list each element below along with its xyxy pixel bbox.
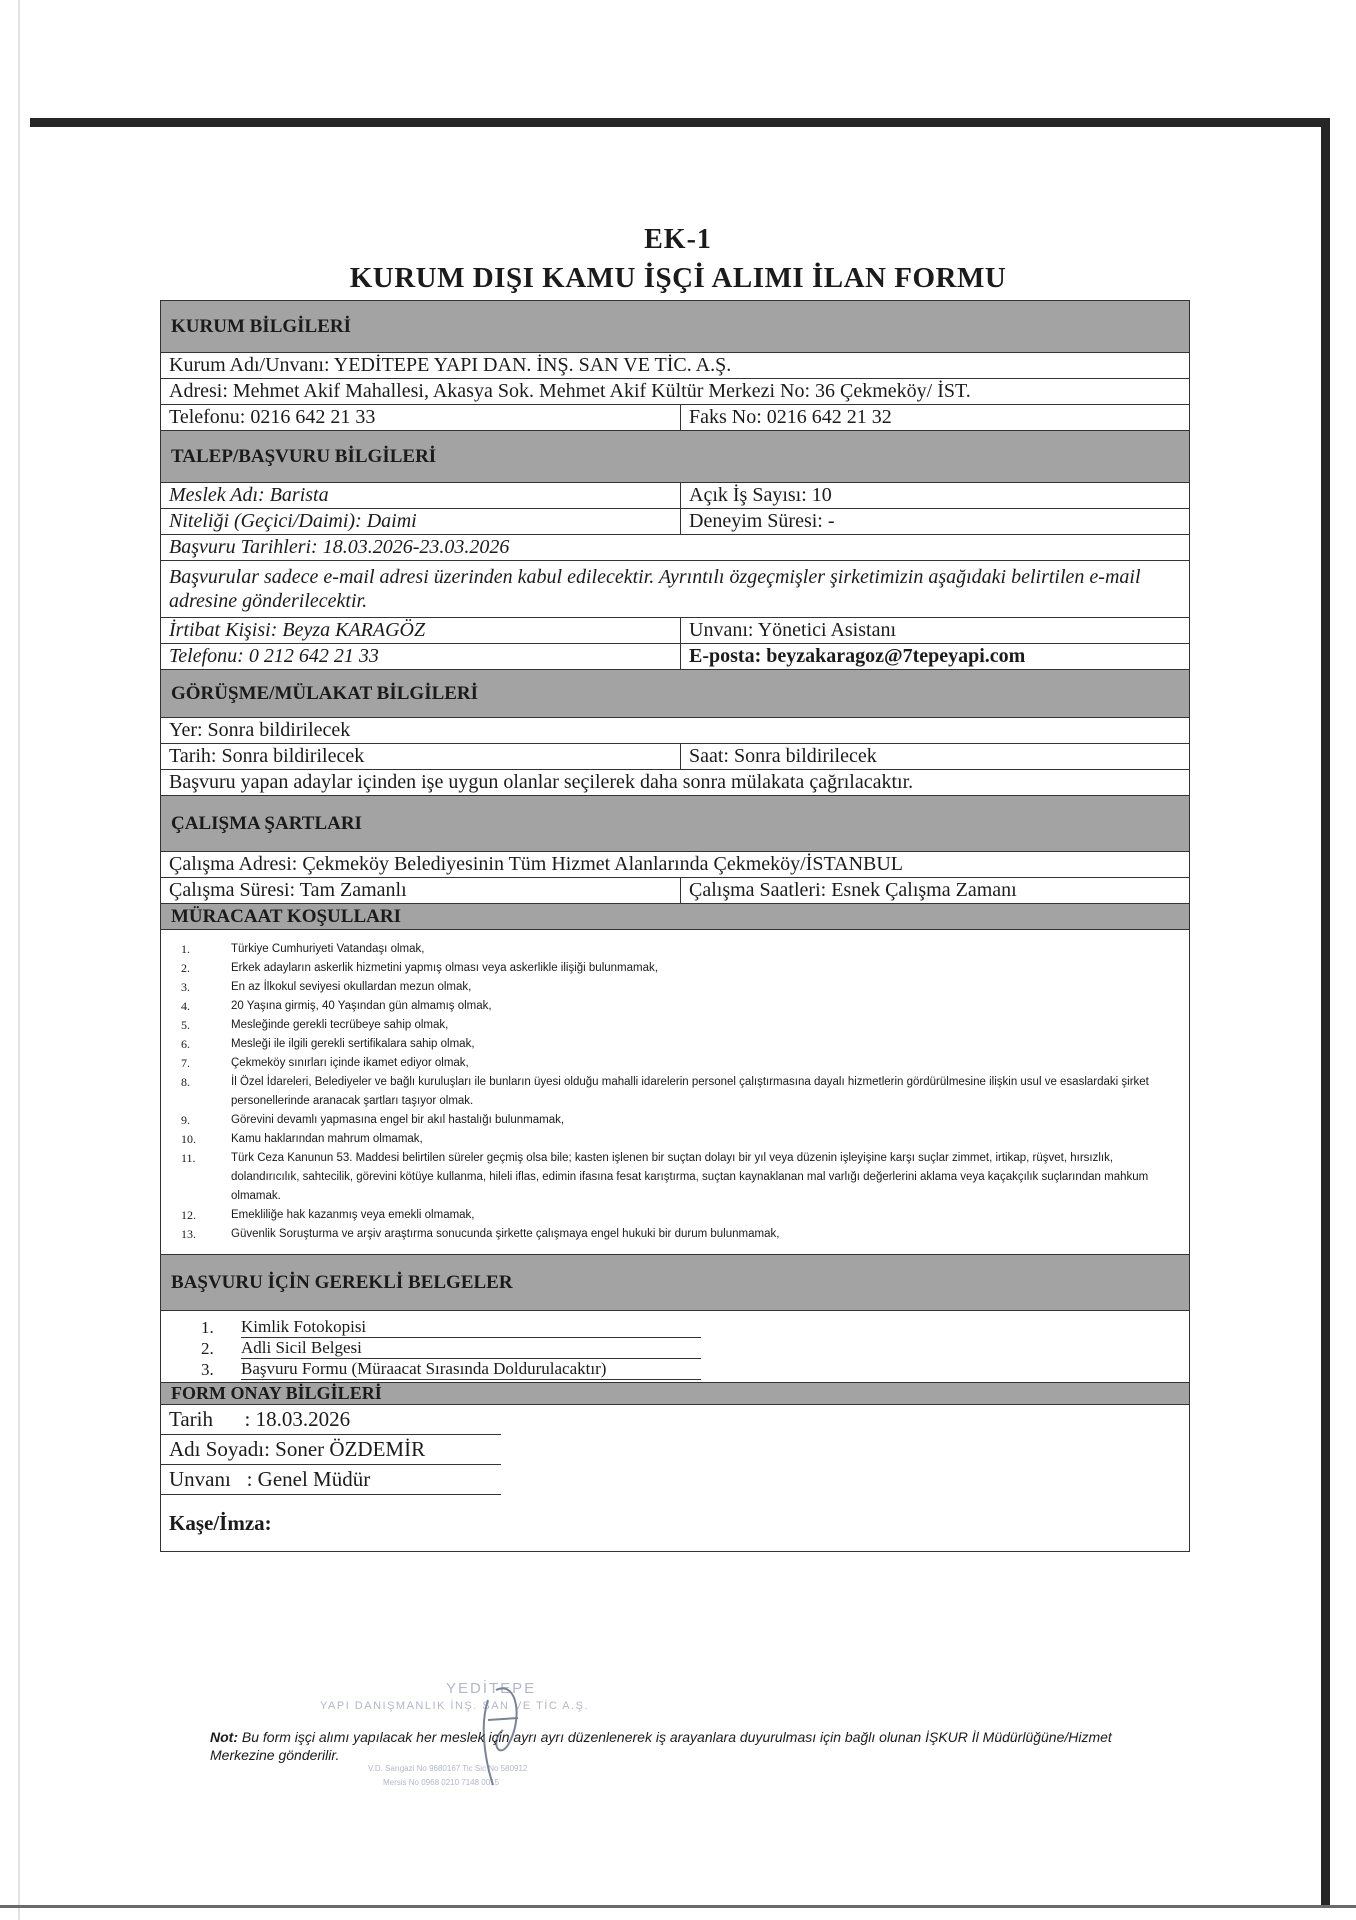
section-belgeler: BAŞVURU İÇİN GEREKLİ BELGELER (161, 1255, 1189, 1311)
document-number: 3. (201, 1359, 214, 1379)
application-note: Başvurular sadece e-mail adresi üzerinden kabul edilecektir. Ayrıntılı özgeçmişler şirketimizin aşağıdaki belirtilen e-mail adresine gönderilecektir. (169, 566, 1141, 612)
condition-text: Mesleği ile ilgili gerekli sertifikalara sahip olmak, (231, 1038, 475, 1050)
row-nature (161, 509, 1189, 535)
row-profession (161, 483, 1189, 509)
row-kurum-address (161, 379, 1189, 405)
document-number: 2. (201, 1338, 214, 1358)
section-onay: FORM ONAY BİLGİLERİ (161, 1383, 1189, 1405)
condition-item (181, 940, 1159, 959)
condition-number: 7. (181, 1056, 190, 1070)
approval-name: Adı Soyadı: Soner ÖZDEMİR (169, 1437, 426, 1461)
scan-border-top (30, 118, 1330, 127)
application-dates: Başvuru Tarihleri: 18.03.2026-23.03.2026 (169, 536, 510, 558)
announcement-form (160, 300, 1190, 1552)
condition-number: 6. (181, 1037, 190, 1051)
row-interview-date (161, 744, 1189, 770)
section-gorusme: GÖRÜŞME/MÜLAKAT BİLGİLERİ (161, 670, 1189, 718)
document-text: Başvuru Formu (Müraacat Sırasında Doldurulacaktır) (241, 1359, 701, 1380)
condition-item (181, 997, 1159, 1016)
stamp-line-3: V.D. Sarıgazi No 9680167 Tic Sic No 580912 (368, 1764, 528, 1773)
scan-border-bottom (0, 1905, 1356, 1908)
row-contact-phone (161, 644, 1189, 670)
section-muracaat: MÜRACAAT KOŞULLARI (161, 904, 1189, 930)
condition-number: 11. (181, 1151, 196, 1165)
condition-item (181, 959, 1159, 978)
condition-number: 5. (181, 1018, 190, 1032)
kurum-address: Adresi: Mehmet Akif Mahallesi, Akasya Sok. Mehmet Akif Kültür Merkezi No: 36 Çekmeköy/ İST. (169, 380, 971, 402)
kurum-fax: Faks No: 0216 642 21 32 (689, 406, 892, 428)
interview-date: Tarih: Sonra bildirilecek (161, 744, 681, 769)
conditions-list (161, 940, 1189, 1244)
document-item (201, 1317, 1189, 1338)
row-interview-note (161, 770, 1189, 796)
condition-text: Türkiye Cumhuriyeti Vatandaşı olmak, (231, 943, 425, 955)
interview-note: Başvuru yapan adaylar içinden işe uygun olanlar seçilerek daha sonra mülakata çağrılacaktır. (169, 771, 914, 793)
condition-text: Erkek adayların askerlik hizmetini yapmış olması veya askerlikle ilişiği bulunmamak, (231, 962, 658, 974)
experience: Deneyim Süresi: - (689, 510, 835, 532)
document-number: 1. (201, 1317, 214, 1337)
row-work-address (161, 852, 1189, 878)
condition-text: Çekmeköy sınırları içinde ikamet ediyor olmak, (231, 1057, 469, 1069)
work-duration: Çalışma Süresi: Tam Zamanlı (161, 878, 681, 903)
condition-item (181, 1130, 1159, 1149)
approval-sign-label: Kaşe/İmza: (169, 1510, 272, 1535)
condition-text: Kamu haklarından mahrum olmamak, (231, 1133, 423, 1145)
condition-number: 3. (181, 980, 190, 994)
nature: Niteliği (Geçici/Daimi): Daimi (161, 509, 681, 534)
kurum-name: Kurum Adı/Unvanı: YEDİTEPE YAPI DAN. İNŞ. SAN VE TİC. A.Ş. (169, 354, 732, 376)
condition-text: Emekliliğe hak kazanmış veya emekli olmamak, (231, 1209, 475, 1221)
condition-item (181, 1054, 1159, 1073)
condition-number: 8. (181, 1075, 190, 1089)
condition-text: En az İlkokul seviyesi okullardan mezun olmak, (231, 981, 472, 993)
row-work-duration (161, 878, 1189, 904)
kurum-phone: Telefonu: 0216 642 21 33 (161, 405, 681, 430)
conditions-block (161, 940, 1189, 1255)
work-hours: Çalışma Saatleri: Esnek Çalışma Zamanı (689, 879, 1017, 901)
section-kurum: KURUM BİLGİLERİ (161, 301, 1189, 353)
footer-note (210, 1728, 1170, 1764)
condition-number: 4. (181, 999, 190, 1013)
condition-text: İl Özel İdareleri, Belediyeler ve bağlı kuruluşları ile bunların üyesi olduğu mahalli idarelerin personel çalıştırmasına dayalı hizmetlerin gördürülmesine ilişkin usul ve esaslardaki şirket personellerinde aranacak şartları taşıyor olmak. (231, 1076, 1149, 1107)
condition-text: Mesleğinde gerekli tecrübeye sahip olmak, (231, 1019, 449, 1031)
document-item (201, 1359, 1189, 1380)
condition-number: 2. (181, 961, 190, 975)
note-text: Bu form işçi alımı yapılacak her meslek için ayrı ayrı düzenlenerek iş arayanlara duyurulması için bağlı olunan İŞKUR İl Müdürlüğüne/Hizmet Merkezine gönderilir. (210, 1729, 1112, 1763)
interview-place: Yer: Sonra bildirilecek (169, 719, 351, 741)
note-label: Not: (210, 1729, 238, 1745)
stamp-line-4: Mersis No 0968 0210 7148 0015 (383, 1778, 500, 1787)
interview-time: Saat: Sonra bildirilecek (689, 745, 877, 767)
condition-item (181, 978, 1159, 997)
approval-title: Unvanı : Genel Müdür (169, 1467, 371, 1491)
approval-date: Tarih : 18.03.2026 (169, 1407, 351, 1431)
section-calisma: ÇALIŞMA ŞARTLARI (161, 796, 1189, 852)
document-text: Adli Sicil Belgesi (241, 1338, 701, 1359)
row-dates (161, 535, 1189, 561)
row-approval-sign (161, 1495, 1189, 1551)
document-text: Kimlik Fotokopisi (241, 1317, 701, 1338)
condition-text: Türk Ceza Kanunun 53. Maddesi belirtilen süreler geçmiş olsa bile; kasten işlenen bir suçtan dolayı bir yıl veya düzenin işleyişine karşı suçlar zimmet, irtikap, rüşvet, hırsızlık, dolandırıcılık, sahtecilik, görevini kötüye kullanma, hileli iflas, edimin ifasına fesat karıştırma, suçtan kaynaklanan mal varlığı değerlerini aklama veya kaçakçılık suçlarından mahkum olmamak. (231, 1152, 1149, 1202)
condition-number: 9. (181, 1113, 190, 1127)
documents-list (161, 1311, 1189, 1383)
stamp-line-1: YEDİTEPE (446, 1680, 537, 1697)
openings: Açık İş Sayısı: 10 (689, 484, 832, 506)
row-interview-place (161, 718, 1189, 744)
condition-item (181, 1149, 1159, 1206)
row-kurum-name (161, 353, 1189, 379)
condition-number: 10. (181, 1132, 196, 1146)
row-approval-name (161, 1435, 501, 1465)
approval-block (161, 1405, 1189, 1551)
condition-item (181, 1111, 1159, 1130)
contact-title: Unvanı: Yönetici Asistanı (689, 619, 897, 641)
row-talep-note (161, 561, 1189, 618)
condition-item (181, 1206, 1159, 1225)
condition-number: 12. (181, 1208, 196, 1222)
row-contact (161, 618, 1189, 644)
contact-email: E-posta: beyzakaragoz@7tepeyapi.com (689, 645, 1026, 667)
signature (318, 1660, 678, 1790)
stamp-line-2: YAPI DANIŞMANLIK İNŞ. SAN VE TİC A.Ş. (320, 1700, 590, 1712)
condition-number: 13. (181, 1227, 196, 1241)
row-approval-title (161, 1465, 501, 1495)
condition-item (181, 1073, 1159, 1111)
profession: Meslek Adı: Barista (161, 483, 681, 508)
condition-text: 20 Yaşına girmiş, 40 Yaşından gün almamış olmak, (231, 1000, 492, 1012)
row-approval-date (161, 1405, 501, 1435)
condition-text: Güvenlik Soruşturma ve arşiv araştırma sonucunda şirkette çalışmaya engel hukuki bir durum bulunmamak, (231, 1228, 780, 1240)
condition-text: Görevini devamlı yapmasına engel bir akıl hastalığı bulunmamak, (231, 1114, 565, 1126)
form-code: EK-1 (644, 224, 712, 255)
work-address: Çalışma Adresi: Çekmeköy Belediyesinin Tüm Hizmet Alanlarında Çekmeköy/İSTANBUL (169, 853, 904, 875)
condition-item (181, 1225, 1159, 1244)
condition-item (181, 1016, 1159, 1035)
form-title: KURUM DIŞI KAMU İŞÇİ ALIMI İLAN FORMU (349, 262, 1007, 294)
condition-number: 1. (181, 942, 190, 956)
document-item (201, 1338, 1189, 1359)
row-kurum-phone (161, 405, 1189, 431)
section-talep: TALEP/BAŞVURU BİLGİLERİ (161, 431, 1189, 483)
contact-person: İrtibat Kişisi: Beyza KARAGÖZ (161, 618, 681, 643)
condition-item (181, 1035, 1159, 1054)
contact-phone: Telefonu: 0 212 642 21 33 (161, 644, 681, 669)
scan-border-right (1321, 118, 1330, 1908)
